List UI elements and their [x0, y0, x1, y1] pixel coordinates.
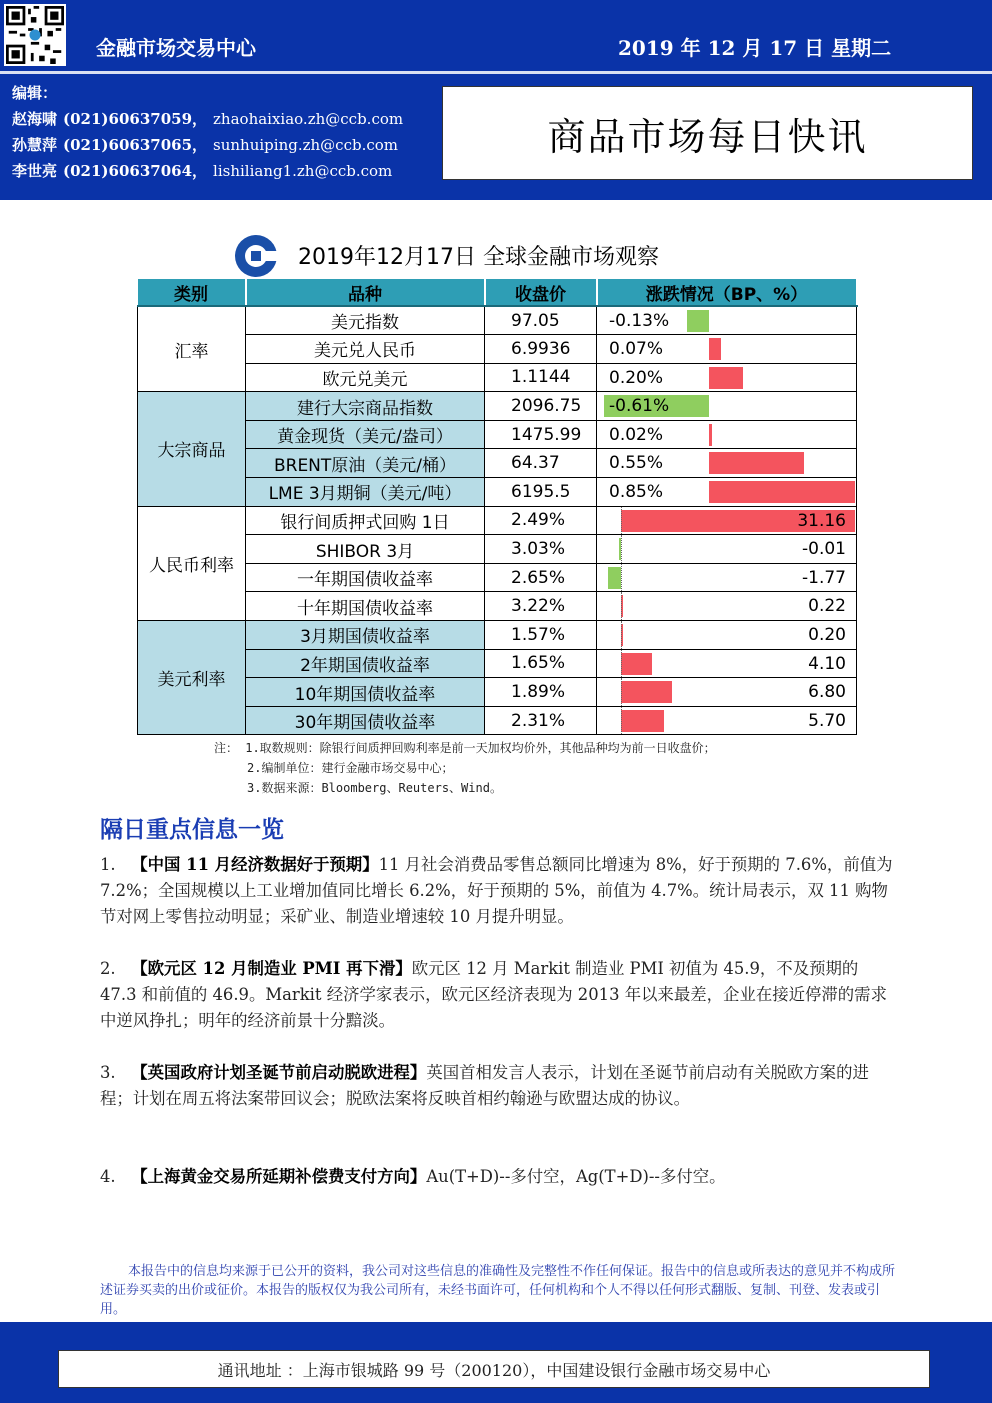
- instrument-name: 建行大宗商品指数: [246, 392, 485, 421]
- editor-email[interactable]: lishiliang1.zh@ccb.com: [213, 162, 393, 180]
- category-cell: 美元利率: [138, 621, 246, 735]
- instrument-name: 3月期国债收益率: [246, 621, 485, 650]
- change-value: 0.22: [808, 596, 846, 617]
- editor-email[interactable]: sunhuiping.zh@ccb.com: [213, 136, 398, 154]
- close-price: 1.89%: [485, 678, 597, 707]
- change-cell: [597, 535, 857, 564]
- instrument-name: 欧元兑美元: [246, 363, 485, 392]
- change-cell: [597, 678, 857, 707]
- change-cell: [597, 335, 857, 364]
- change-cell: [597, 363, 857, 392]
- change-cell: [597, 592, 857, 621]
- report-title-box: [442, 86, 973, 180]
- news-item: 1. 【中国 11 月经济数据好于预期】11 月社会消费品零售总额同比增速为 8%，好于预期的 7.6%，前值为 7.2%；全国规模以上工业增加值同比增长 6.2%，好于预期的 5%，前值为 4.7%。统计局表示，双 11 购物节对网上零售拉动明显；采矿业、制造业增速较 10 月提升明显。: [100, 855, 893, 926]
- close-price: 1.65%: [485, 649, 597, 678]
- change-value: 0.20: [808, 625, 846, 646]
- report-date: 2019 年 12 月 17 日 星期二: [618, 36, 892, 60]
- column-header: 类别: [138, 279, 246, 306]
- change-bar: [621, 681, 672, 703]
- header-divider: [0, 71, 992, 74]
- news-headline: 【英国政府计划圣诞节前启动脱欧进程】: [131, 1063, 427, 1082]
- market-table: [137, 279, 858, 735]
- org-name: 金融市场交易中心: [96, 36, 256, 60]
- ccb-logo-icon: [234, 234, 278, 278]
- change-value: 6.80: [808, 682, 846, 703]
- change-bar: [687, 310, 709, 332]
- editor-row: 孙慧萍 (021)60637065， sunhuiping.zh@ccb.com: [12, 136, 398, 154]
- change-cell: [597, 563, 857, 592]
- table-row: [138, 563, 857, 592]
- column-header: 收盘价: [485, 279, 597, 306]
- editor-email[interactable]: zhaohaixiao.zh@ccb.com: [213, 110, 404, 128]
- news-heading: 隔日重点信息一览: [100, 817, 284, 843]
- zero-line: [621, 564, 622, 592]
- editors-block: [12, 80, 403, 184]
- table-title: 2019年12月17日 全球金融市场观察: [298, 245, 659, 270]
- editors-label: 编辑：: [12, 84, 58, 102]
- change-cell: [597, 392, 857, 421]
- change-value: 31.16: [797, 510, 846, 531]
- note-line: 3.数据来源：Bloomberg、Reuters、Wind。: [247, 781, 502, 795]
- disclaimer: 本报告中的信息均来源于已公开的资料，我公司对这些信息的准确性及完整性不作任何保证。报告中的信息或所表达的意见并不构成所述证券买卖的出价或征价。本报告的版权仅为我公司所有，未经书面许可，任何机构和个人不得以任何形式翻版、复制、刊登、发表或引用。: [100, 1264, 896, 1317]
- news-item: 2. 【欧元区 12 月制造业 PMI 再下滑】欧元区 12 月 Markit 制造业 PMI 初值为 45.9，不及预期的 47.3 和前值的 46.9。Markit 经济学家表示，欧元区经济表现为 2013 年以来最差，企业在接近停滞的需求中逆风挣扎；明年的经济前景十分黯淡。: [100, 959, 887, 1030]
- change-bar: [709, 338, 721, 360]
- table-row: [138, 706, 857, 735]
- report-title: 商品市场每日快讯: [547, 114, 868, 159]
- change-bar: [709, 481, 855, 503]
- change-bar: [621, 710, 664, 732]
- table-row: [138, 678, 857, 707]
- table-header-row: [138, 279, 857, 306]
- change-value: 5.70: [808, 710, 846, 731]
- qr-code-icon: [4, 4, 66, 66]
- change-value: -0.01: [802, 539, 846, 560]
- instrument-name: 美元指数: [246, 306, 485, 335]
- column-header: 品种: [246, 279, 485, 306]
- zero-line: [621, 707, 622, 735]
- change-value: -0.61%: [609, 396, 670, 417]
- news-body: Au(T+D)--多付空，Ag(T+D)--多付空。: [426, 1167, 726, 1186]
- instrument-name: LME 3月期铜（美元/吨）: [246, 478, 485, 507]
- close-price: 3.03%: [485, 535, 597, 564]
- table-row: [138, 363, 857, 392]
- change-cell: [597, 449, 857, 478]
- change-cell: [597, 420, 857, 449]
- close-price: 2.31%: [485, 706, 597, 735]
- zero-line: [621, 621, 622, 649]
- close-price: 1.57%: [485, 621, 597, 650]
- news-item: 3. 【英国政府计划圣诞节前启动脱欧进程】英国首相发言人表示，计划在圣诞节前启动有关脱欧方案的进程；计划在周五将法案带回议会；脱欧法案将反映首相约翰逊与欧盟达成的协议。: [100, 1063, 869, 1108]
- news-item: 4. 【上海黄金交易所延期补偿费支付方向】Au(T+D)--多付空，Ag(T+D)--多付空。: [100, 1167, 726, 1186]
- change-value: -0.13%: [609, 311, 670, 331]
- category-cell: 大宗商品: [138, 392, 246, 506]
- table-row: [138, 449, 857, 478]
- table-row: [138, 392, 857, 421]
- instrument-name: 十年期国债收益率: [246, 592, 485, 621]
- footer-address: 通讯地址 ：上海市银城路 99 号（200120），中国建设银行金融市场交易中心: [58, 1350, 930, 1388]
- close-price: 3.22%: [485, 592, 597, 621]
- close-price: 1.1144: [485, 363, 597, 392]
- change-value: 0.02%: [609, 424, 664, 445]
- close-price: 2.49%: [485, 506, 597, 535]
- column-header: 涨跌情况（BP、%）: [597, 279, 857, 306]
- change-bar: [621, 653, 652, 675]
- change-value: 0.20%: [609, 367, 664, 388]
- change-cell: [597, 649, 857, 678]
- zero-line: [621, 535, 622, 563]
- instrument-name: 银行间质押式回购 1日: [246, 506, 485, 535]
- change-bar: [709, 452, 804, 474]
- change-value: 0.07%: [609, 339, 664, 360]
- close-price: 97.05: [485, 306, 597, 335]
- change-cell: [597, 506, 857, 535]
- change-cell: [597, 478, 857, 507]
- change-value: 0.55%: [609, 453, 664, 474]
- instrument-name: 一年期国债收益率: [246, 563, 485, 592]
- change-value: 0.85%: [609, 482, 664, 503]
- close-price: 2096.75: [485, 392, 597, 421]
- table-row: [138, 478, 857, 507]
- zero-line: [621, 650, 622, 678]
- change-cell: [597, 306, 857, 335]
- category-cell: 人民币利率: [138, 506, 246, 620]
- news-headline: 【中国 11 月经济数据好于预期】: [131, 855, 379, 874]
- zero-line: [621, 592, 622, 620]
- change-bar: [709, 424, 712, 446]
- note-line: 2.编制单位：建行金融市场交易中心；: [247, 761, 454, 775]
- close-price: 64.37: [485, 449, 597, 478]
- zero-line: [621, 507, 622, 535]
- table-row: [138, 335, 857, 364]
- instrument-name: 黄金现货（美元/盎司）: [246, 420, 485, 449]
- change-bar: [608, 567, 621, 589]
- page-header: [0, 0, 992, 200]
- instrument-name: 30年期国债收益率: [246, 706, 485, 735]
- change-value: -1.77: [802, 567, 846, 588]
- close-price: 1475.99: [485, 420, 597, 449]
- table-row: [138, 506, 857, 535]
- change-cell: [597, 621, 857, 650]
- table-notes: [214, 738, 716, 798]
- news-body: 英国首相发言人表示，计划在圣诞节前启动有关脱欧方案的进程；计划在周五将法案带回议会；脱欧法案将反映首相约翰逊与欧盟达成的协议。: [100, 1063, 869, 1108]
- change-value: 4.10: [808, 653, 846, 674]
- category-cell: 汇率: [138, 306, 246, 392]
- instrument-name: 2年期国债收益率: [246, 649, 485, 678]
- instrument-name: 美元兑人民币: [246, 335, 485, 364]
- instrument-name: BRENT原油（美元/桶）: [246, 449, 485, 478]
- news-body: 11 月社会消费品零售总额同比增速为 8%，好于预期的 7.6%，前值为 7.2%；全国规模以上工业增加值同比增长 6.2%，好于预期的 5%，前值为 4.7%。统计局表示，双 11 购物节对网上零售拉动明显；采矿业、制造业增速较 10 月提升明显。: [100, 855, 893, 926]
- change-cell: [597, 706, 857, 735]
- note-line: 注： 1.取数规则：除银行间质押回购利率是前一天加权均价外，其他品种均为前一日收盘价；: [214, 741, 716, 755]
- zero-line: [621, 678, 622, 706]
- table-row: [138, 592, 857, 621]
- news-body: 欧元区 12 月 Markit 制造业 PMI 初值为 45.9，不及预期的 47.3 和前值的 46.9。Markit 经济学家表示，欧元区经济表现为 2013 年以来最差，企业在接近停滞的需求中逆风挣扎；明年的经济前景十分黯淡。: [100, 959, 887, 1030]
- change-bar: [709, 367, 743, 389]
- editor-row: 李世亮 (021)60637064， lishiliang1.zh@ccb.com: [12, 162, 393, 180]
- instrument-name: SHIBOR 3月: [246, 535, 485, 564]
- news-headline: 【上海黄金交易所延期补偿费支付方向】: [131, 1167, 427, 1186]
- instrument-name: 10年期国债收益率: [246, 678, 485, 707]
- close-price: 6195.5: [485, 478, 597, 507]
- table-row: [138, 420, 857, 449]
- table-row: [138, 621, 857, 650]
- news-headline: 【欧元区 12 月制造业 PMI 再下滑】: [131, 959, 412, 978]
- table-row: [138, 306, 857, 335]
- table-row: [138, 535, 857, 564]
- close-price: 2.65%: [485, 563, 597, 592]
- table-row: [138, 649, 857, 678]
- close-price: 6.9936: [485, 335, 597, 364]
- editor-row: 赵海啸 (021)60637059， zhaohaixiao.zh@ccb.com: [12, 110, 404, 128]
